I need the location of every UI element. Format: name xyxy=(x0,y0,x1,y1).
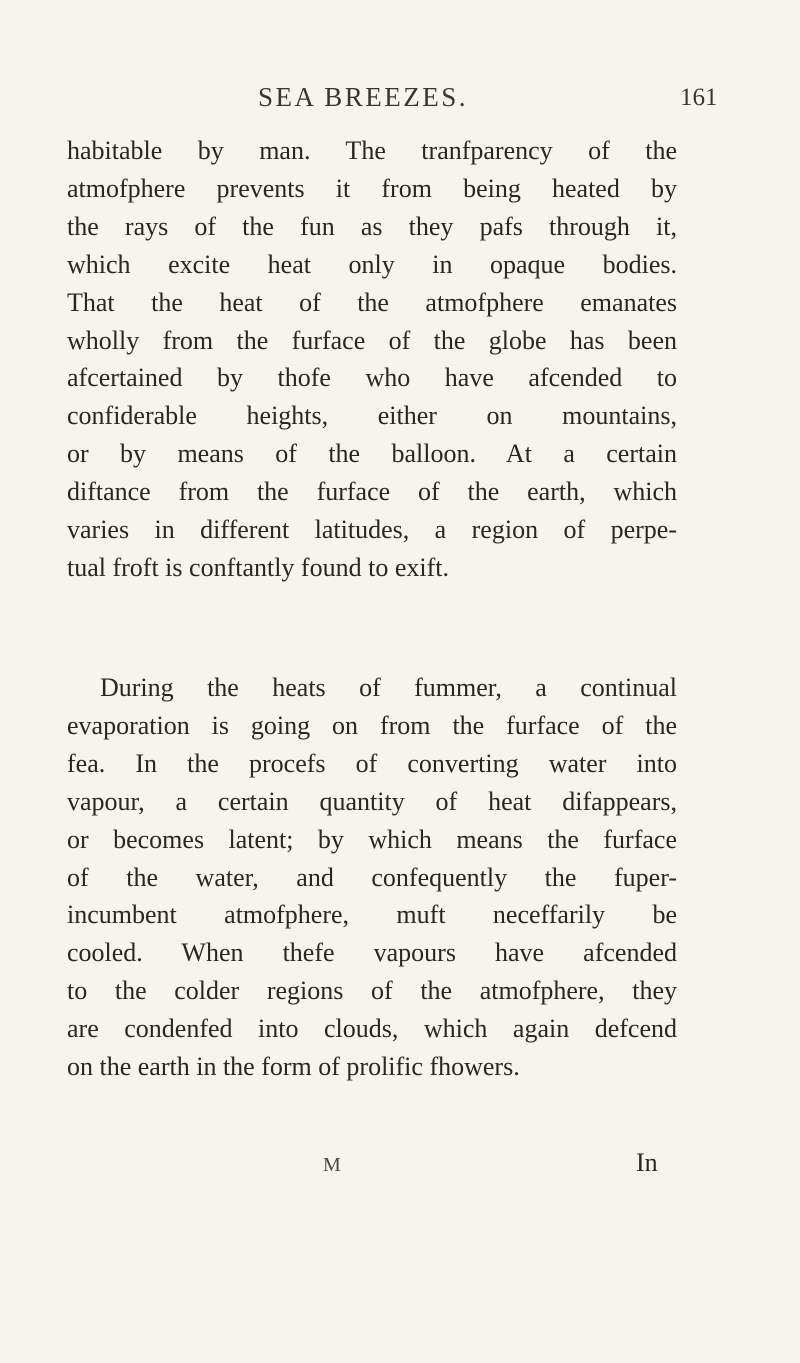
text-line: incumbent atmofphere, muft neceffarily be xyxy=(67,900,677,930)
text-line: atmofphere prevents it from being heated by xyxy=(67,173,677,203)
text-line: the rays of the fun as they pafs through it, xyxy=(67,211,677,241)
text-line: wholly from the furface of the globe has been xyxy=(67,325,677,355)
text-line: on the earth in the form of prolific fhowers. xyxy=(67,1052,520,1082)
paragraph-2 xyxy=(67,669,677,1086)
text-line: confiderable heights, either on mountains, xyxy=(67,401,677,431)
text-line: tual froft is conftantly found to exift. xyxy=(67,552,449,582)
catchword: In xyxy=(636,1148,658,1177)
text-line: which excite heat only in opaque bodies. xyxy=(67,249,677,279)
text-line: to the colder regions of the atmofphere, they xyxy=(67,976,677,1006)
text-line: diftance from the furface of the earth, which xyxy=(67,477,677,507)
text-line: are condenfed into clouds, which again defcend xyxy=(67,1014,677,1044)
paragraph-1 xyxy=(67,132,677,587)
text-line: cooled. When thefe vapours have afcended xyxy=(67,938,677,968)
text-line: vapour, a certain quantity of heat difappears, xyxy=(67,786,677,816)
text-line: fea. In the procefs of converting water into xyxy=(67,748,677,778)
text-line: habitable by man. The tranfparency of the xyxy=(67,136,677,165)
text-line: afcertained by thofe who have afcended to xyxy=(67,363,677,393)
text-line: That the heat of the atmofphere emanates xyxy=(67,287,677,317)
text-line: of the water, and confequently the fuper- xyxy=(67,862,677,892)
signature-mark: M xyxy=(323,1154,342,1176)
text-line: or by means of the balloon. At a certain xyxy=(67,439,677,469)
text-line: or becomes latent; by which means the furface xyxy=(67,824,677,854)
page-number: 161 xyxy=(680,84,718,111)
text-line: evaporation is going on from the furface of the xyxy=(67,710,677,740)
running-head: SEA BREEZES. xyxy=(258,82,469,112)
text-line: During the heats of fummer, a continual xyxy=(100,673,677,702)
text-line: varies in different latitudes, a region of perpe- xyxy=(67,515,677,545)
